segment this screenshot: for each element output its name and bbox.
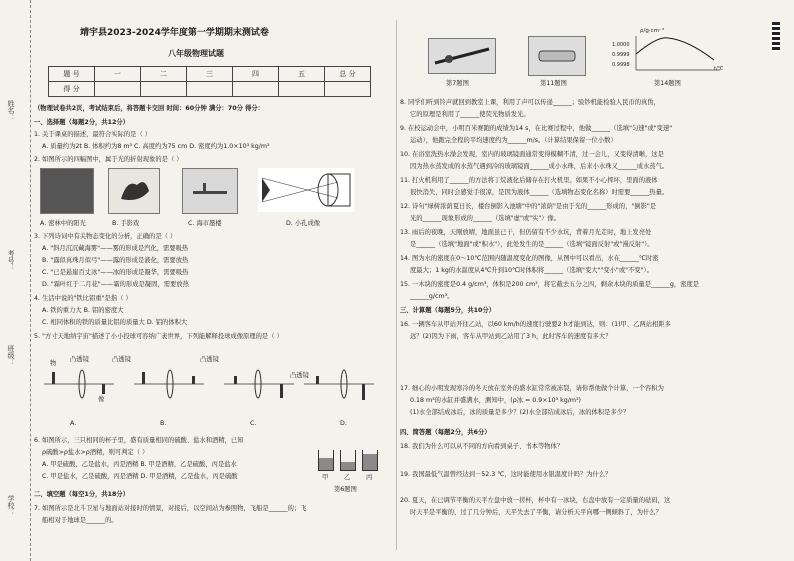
barcode-mark xyxy=(772,22,780,52)
question-stem: 12. 诗句"绿树浓荫夏日长，楼台倒影入池塘"中的"浓荫"是由于光的______形成的，"倒影"是 xyxy=(400,203,657,210)
question-stem: 因为热水蒸发成的水蒸气遇到冷的玻璃镜面______成小水珠，后来小水珠又______成水蒸气。 xyxy=(410,163,669,170)
question-stem: 16. 一辆客车从甲站开往乙站，以60 km/h的速度行驶要2 h才能到达，则：(1)甲、乙两站相距多 xyxy=(400,321,671,328)
question-stem: 5. "方寸天地纳宇宙"描述了小小投球可容纳广袤世界，下列能解释投球成像原理的是（ ） xyxy=(34,333,283,340)
score-cell: 五 xyxy=(279,67,325,82)
lens-diagram-d xyxy=(304,370,374,400)
cup-bing xyxy=(362,450,378,471)
exam-notice: （物理试卷共2页，考试结束后，将答题卡交回 时间：60分钟 满分：70分 得分： xyxy=(34,105,264,112)
question-stem: 17. 细心的小明发现寒冷的冬天放在室外的盛水缸常常被冻裂，请你帮他做个计算，一个容积为 xyxy=(400,385,664,392)
pinhole-image xyxy=(258,168,354,212)
mirage-image xyxy=(182,168,238,214)
score-cell xyxy=(279,82,325,97)
option-letter: D. xyxy=(340,420,347,427)
score-cell: 总 分 xyxy=(325,67,371,82)
question-option: D. "霜叶红于二月花"——霜的形成是凝固，需要放热 xyxy=(42,281,189,288)
cup-label: 乙 xyxy=(344,474,351,481)
question-option: A. "斜月沉沉藏海雾"——雾的形成是汽化，需要吸热 xyxy=(42,245,189,252)
figure-caption: B. 手影戏 xyxy=(112,220,140,227)
question-stem: 度最大；1 kg的水温度从4℃升到10℃时体积将______（选填"变大""变小"或"不变"）。 xyxy=(410,267,653,274)
question-stem: 4. 生活中说的"铁比铝重"是指（ ） xyxy=(34,295,132,302)
question-stem: 很快消失，同时会感觉手很凉，是因为液体______（选填物态变化名称）时需要______热量。 xyxy=(410,189,669,196)
score-table xyxy=(48,66,371,97)
question-stem: 它的原理是利用了______使荧光物质发光。 xyxy=(410,111,530,118)
score-cell: 得 分 xyxy=(49,82,95,97)
question-stem: 7. 如图所示是北斗卫星与地面站对接时的情景，对接后，以空间站为参照物，飞船是______的；飞 xyxy=(34,505,307,512)
question-options: A. 质量约为2t B. 体积约为8 m³ C. 高度约为75 cm D. 密度约为1.0×10³ kg/m³ xyxy=(42,143,270,150)
question-stem: 运动），他跑完全程的平均速度约为______m/s。（计算结果保留一位小数） xyxy=(410,137,617,144)
question-stem: 3. 下列诗词中有关物态变化的分析，正确的是（ ） xyxy=(34,233,177,240)
question-stem: 15. 一木块的密度是0.4 g/cm³，体积是200 cm³，将它截去五分之四，剩余木块的质量是______g，密度是 xyxy=(400,281,700,288)
cup-yi xyxy=(340,450,356,471)
question-stem: 10. 在浴室洗热水澡会发现，室内的玻璃镜面通常变得模糊不清，过一会儿，又变得清晰，这是 xyxy=(400,151,664,158)
object-label: 物 xyxy=(50,360,57,367)
figure-caption: 第11题图 xyxy=(540,80,567,87)
cup-jia xyxy=(318,450,334,471)
figure-caption: D. 小孔成像 xyxy=(286,220,321,227)
score-cell xyxy=(95,82,141,97)
spacecraft-image xyxy=(428,38,496,74)
question-stem: 11. 打火机利用了______的方法将丁烷液化后储存在打火机里。如果不小心摔坏，里面的液体 xyxy=(400,177,658,184)
exam-subtitle: 八年级物理试题 xyxy=(168,49,224,58)
question-options: A. 甲是硫酸，乙是盐水，丙是酒精 B. 甲是酒精，乙是硫酸，丙是盐水 xyxy=(42,461,237,468)
section-title: 三、计算题（每题5分，共10分） xyxy=(400,307,496,314)
question-options: C. 相同体积的铁的质量比铝的质量大 D. 铝的体积大 xyxy=(42,319,188,326)
hand-shadow-image xyxy=(108,168,160,214)
graph-ytick: 0.9999 xyxy=(612,52,630,58)
section-title: 二、填空题（每空1分，共18分） xyxy=(34,491,130,498)
column-divider xyxy=(396,20,397,550)
score-cell xyxy=(233,82,279,97)
score-cell: 三 xyxy=(187,67,233,82)
question-stem: 是______（选填"地面"或"积水"），此处发生的是______（选填"镜面反射"或"漫反射"）。 xyxy=(410,241,654,248)
question-stem: (1)水全部结成冰后，冰的质量是多少？(2)水全部结成冰后，冰的体积是多少？ xyxy=(410,409,630,416)
exam-title: 靖宇县2023-2024学年度第一学期期末测试卷 xyxy=(80,28,269,38)
graph-ytick: 1.0000 xyxy=(612,42,630,48)
lens-diagram-c xyxy=(224,370,294,398)
binding-margin xyxy=(0,0,31,561)
lens-label: 凸透镜 xyxy=(112,356,131,363)
image-label: 像 xyxy=(98,396,105,403)
xuexiao-label: 学校： xyxy=(7,495,15,516)
cup-label: 甲 xyxy=(322,474,329,481)
banji-label: 班级： xyxy=(7,345,15,366)
figure-caption: 第7题图 xyxy=(446,80,469,87)
question-stem: 光的______现象形成的______（选填"虚"或"实"）像。 xyxy=(410,215,561,222)
lens-label: 凸透镜 xyxy=(290,372,309,379)
section-title: 四、简答题（每题2分，共6分） xyxy=(400,429,491,436)
question-option: B. "露似真珠月似弓"——露的形成是液化，需要放热 xyxy=(42,257,189,264)
question-stem: 8. 同学们听到铃声就回到教室上课，利用了声可以传递______；验钞机能检验人民币的真伪， xyxy=(400,99,660,106)
question-stem: ρ硫酸>ρ盐水>ρ酒精，则可判定（ ） xyxy=(42,449,149,456)
score-cell: 二 xyxy=(141,67,187,82)
figure-caption: 第6题图 xyxy=(334,486,357,493)
question-option: C. "已是悬崖百丈冰"——冰的形成是凝华，需要吸热 xyxy=(42,269,189,276)
cup-label: 丙 xyxy=(366,474,373,481)
question-stem: 2. 如图所示的四幅图中，属于光的折射现象的是（ ） xyxy=(34,156,183,163)
option-letter: C. xyxy=(250,420,257,427)
score-cell xyxy=(187,82,233,97)
figure-caption: C. 海市蜃楼 xyxy=(188,220,222,227)
question-stem: 14. 图为水的密度在0～10℃范围内随温度变化的图像，从图中可以看出，水在______℃时密 xyxy=(400,255,659,262)
score-cell: 题 号 xyxy=(49,67,95,82)
forest-sunlight-image xyxy=(40,168,94,214)
question-stem: 1. 关于课桌的描述，最符合实际的是（ ） xyxy=(34,131,152,138)
question-stem: 20. 夏天，在已调节平衡的天平左盘中放一搓杯，杯中有一冰块，右盘中放有一定质量的砝码，这 xyxy=(400,497,671,504)
question-stem: 远？(2)因为下雨，客车从甲站到乙站用了3 h，此时客车的速度有多大？ xyxy=(410,333,612,340)
score-cell: 四 xyxy=(233,67,279,82)
kaohao-label: 考号： xyxy=(7,250,15,271)
question-stem: 19. 我国最低气温曾经达到－52.3 ℃，这时能使用水银温度计吗？为什么？ xyxy=(400,471,612,478)
figure-caption: 第14题图 xyxy=(654,80,681,87)
question-stem: 船相对于地球是______的。 xyxy=(42,517,118,524)
score-cell xyxy=(141,82,187,97)
option-letter: A. xyxy=(70,420,77,427)
graph-xlabel: t/℃ xyxy=(714,66,724,72)
question-options: C. 甲是盐水，乙是硫酸，丙是酒精 D. 甲是酒精，乙是盐水，丙是硫酸 xyxy=(42,473,238,480)
question-stem: 6. 如图所示，三只相同的杯子里，盛有质量相同的硫酸、盐水和酒精，已知 xyxy=(34,437,244,444)
question-stem: ______g/cm³。 xyxy=(410,293,454,300)
graph-ytick: 0.9998 xyxy=(612,62,630,68)
question-stem: 18. 我们为什么可以从不同的方向看到桌子、书本等物体？ xyxy=(400,443,564,450)
lens-label: 凸透镜 xyxy=(70,356,89,363)
score-cell xyxy=(325,82,371,97)
figure-caption: A. 密林中的阳光 xyxy=(40,220,86,227)
lighter-image xyxy=(528,36,586,76)
question-options: A. 铁的重力大 B. 铝的密度大 xyxy=(42,307,124,314)
lens-label: 凸透镜 xyxy=(200,356,219,363)
section-title: 一、选择题（每题2分，共12分） xyxy=(34,119,130,126)
xingming-label: 姓名： xyxy=(7,100,15,121)
question-stem: 0.18 m³的水缸并盛满水，测知中，(ρ冰 = 0.9×10³ kg/m³) xyxy=(410,397,581,404)
score-cell: 一 xyxy=(95,67,141,82)
question-stem: 9. 在校运动会中，小明百米赛跑的成绩为14 s，在比赛过程中，他做______（选填"匀速"或"变速" xyxy=(400,125,673,132)
option-letter: B. xyxy=(160,420,167,427)
lens-diagram-b xyxy=(134,370,204,398)
question-stem: 13. 雨后的夜晚，天刚放晴，地面虽已干，但仍留有不少水坑，背着月光走时，地上发亮处 xyxy=(400,229,652,236)
question-stem: 时天平是平衡的，过了几分钟后，天平失去了平衡，请分析天平向哪一侧倾斜了，为什么？ xyxy=(410,509,662,516)
graph-ylabel: ρ/g·cm⁻³ xyxy=(640,28,665,34)
